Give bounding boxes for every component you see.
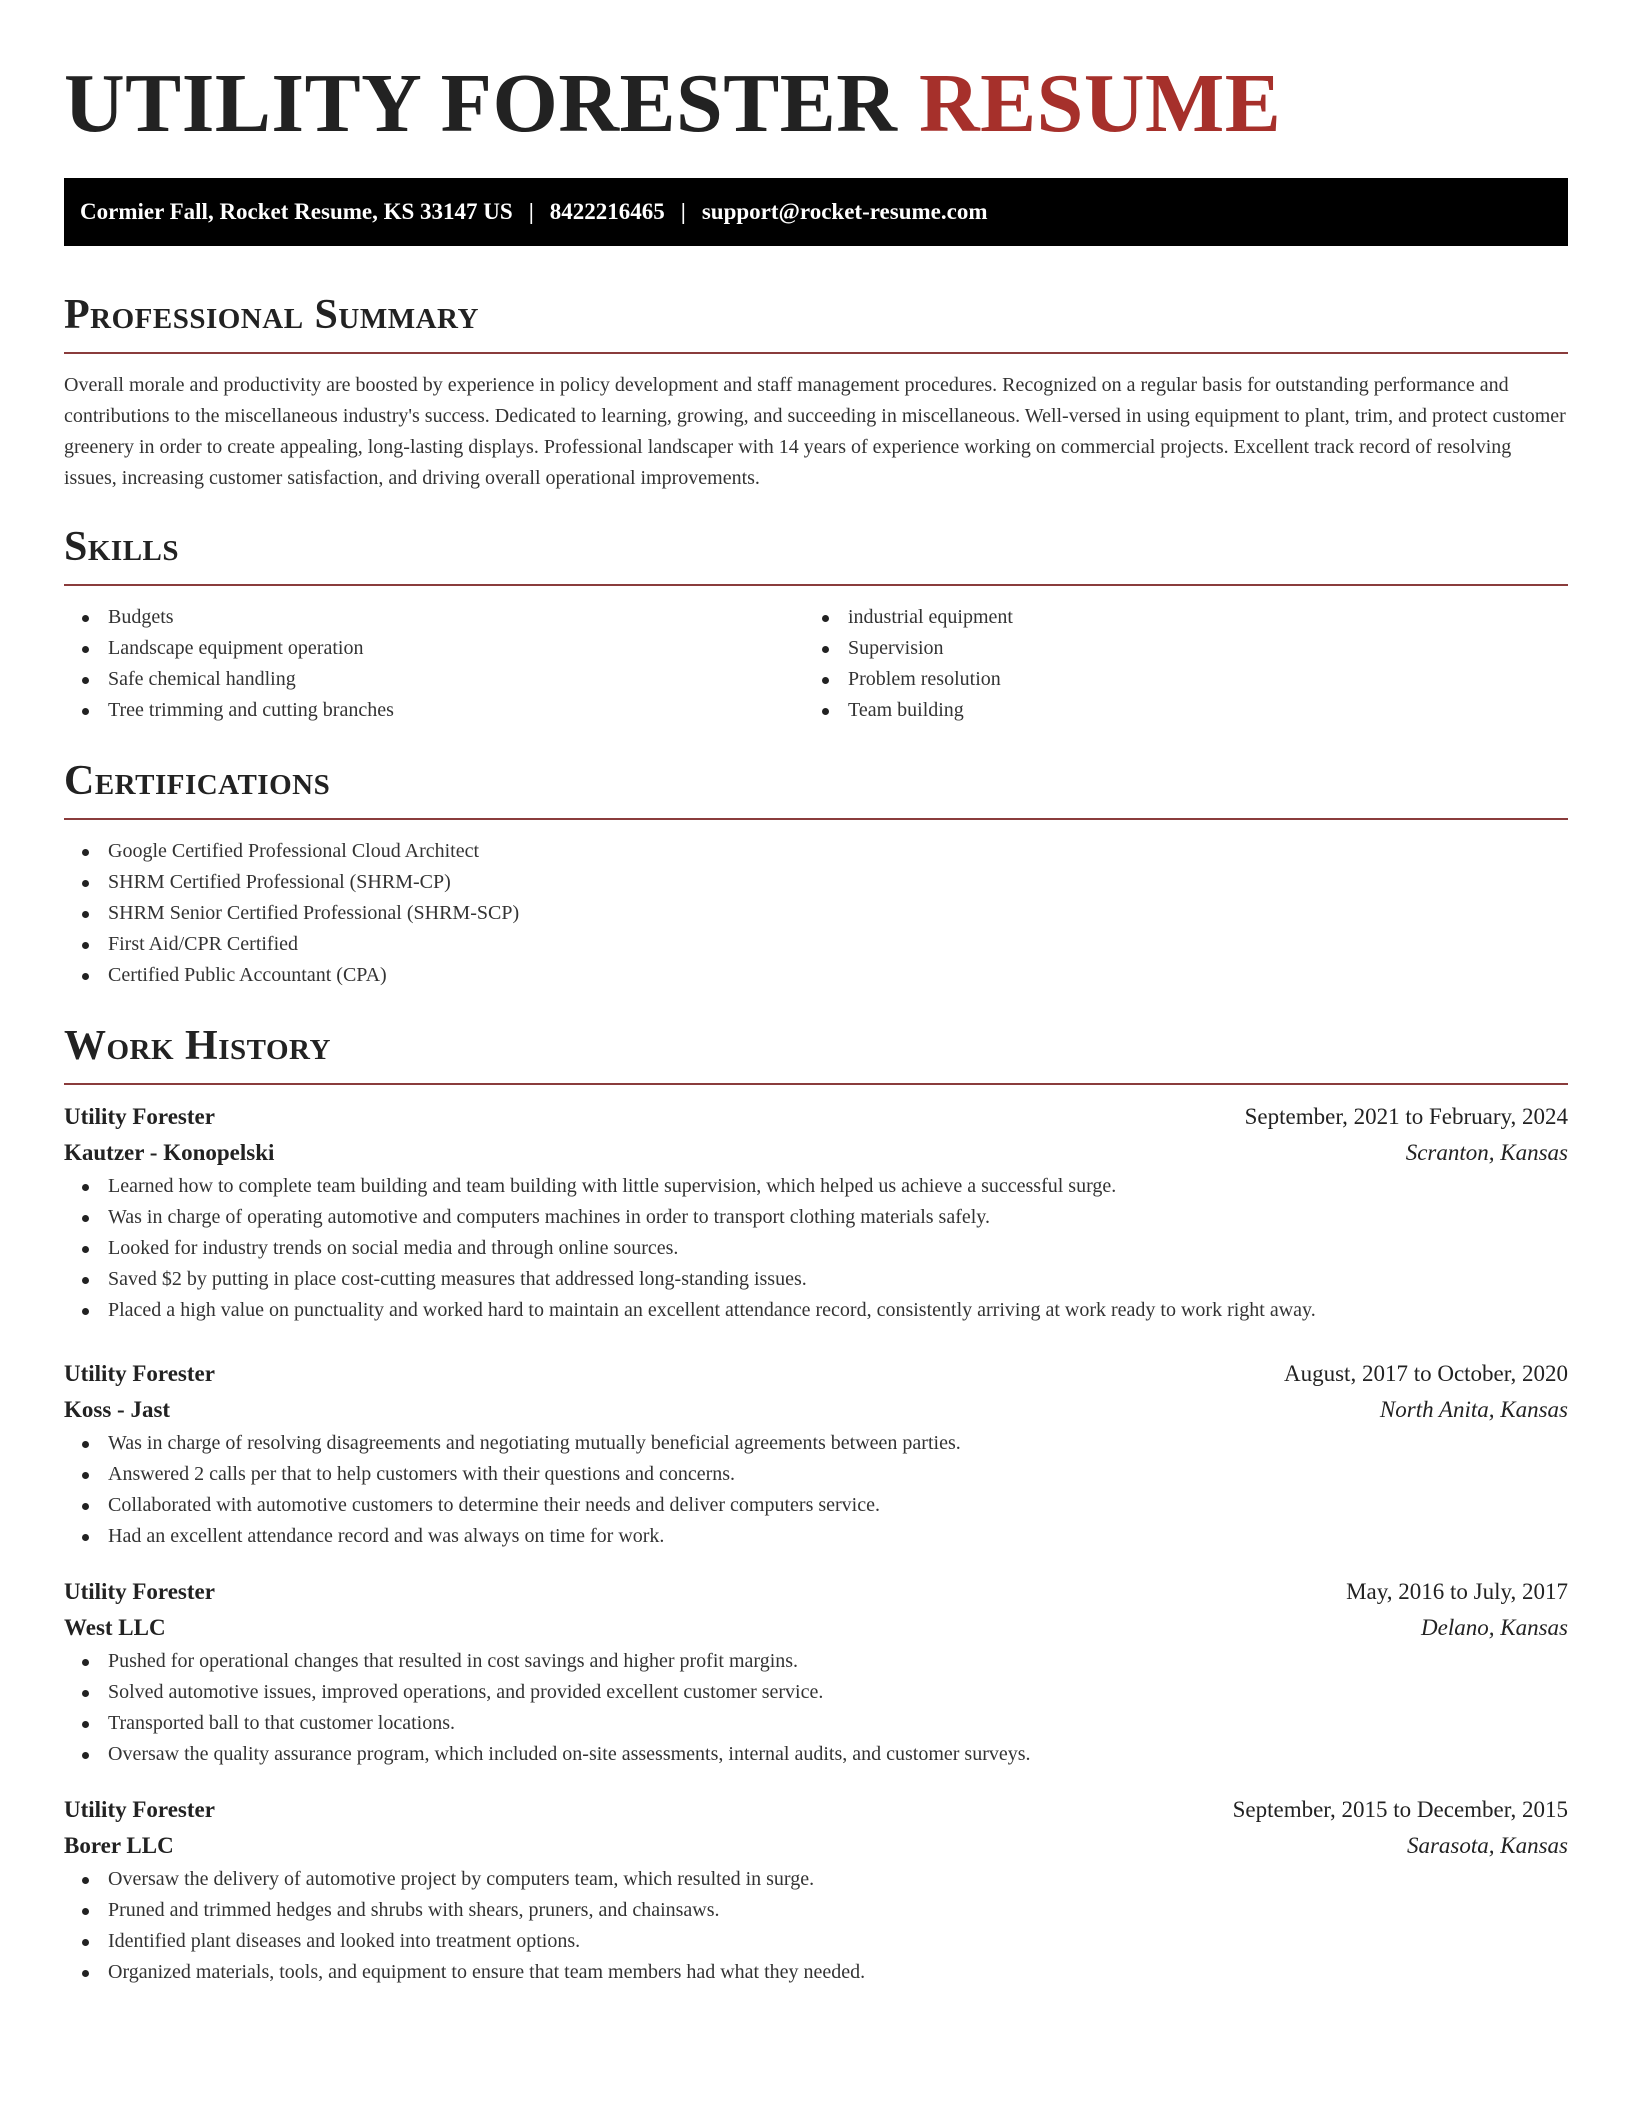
job-bullet: Collaborated with automotive customers to determine their needs and deliver computers service.	[64, 1490, 1568, 1521]
summary-heading: Professional Summary	[64, 292, 479, 338]
skill-item: Budgets	[64, 602, 804, 633]
job-title: Utility Forester	[64, 1797, 215, 1822]
work-history-section	[64, 1023, 1568, 1988]
job-bullets	[64, 1171, 1568, 1326]
job-bullet: Learned how to complete team building and team building with little supervision, which helped us achieve a successful surge.	[64, 1171, 1568, 1202]
certification-item: Google Certified Professional Cloud Architect	[64, 836, 1568, 867]
job-location: North Anita, Kansas	[1379, 1397, 1568, 1422]
job-title: Utility Forester	[64, 1104, 215, 1129]
certification-item: Certified Public Accountant (CPA)	[64, 960, 1568, 991]
certifications-heading: Certifications	[64, 758, 331, 804]
job-bullet: Placed a high value on punctuality and worked hard to maintain an excellent attendance record, consistently arriving at work ready to work right away.	[64, 1295, 1568, 1326]
certifications-list	[64, 836, 1568, 991]
job-location: Scranton, Kansas	[1405, 1140, 1568, 1165]
section-divider	[64, 352, 1568, 354]
job-header	[64, 1792, 1568, 1828]
job-bullet: Oversaw the quality assurance program, which included on-site assessments, internal audits, and customer surveys.	[64, 1739, 1568, 1770]
summary-text: Overall morale and productivity are boosted by experience in policy development and staff management procedures. Recognized on a regular basis for outstanding performance and contributions to the miscellaneous industry's success. Dedicated to learning, growing, and succeeding in miscellaneous. Well-versed in using equipment to plant, trim, and protect customer greenery in order to create appealing, long-lasting displays. Professional landscaper with 14 years of experience working on commercial projects. Excellent track record of resolving issues, increasing customer satisfaction, and driving overall operational improvements.	[64, 374, 1566, 489]
skill-item: Team building	[804, 695, 1544, 726]
job-location: Delano, Kansas	[1421, 1615, 1568, 1640]
job-entry	[64, 1574, 1568, 1770]
job-bullet: Looked for industry trends on social media and through online sources.	[64, 1233, 1568, 1264]
skill-item: industrial equipment	[804, 602, 1544, 633]
contact-phone: 8422216465	[549, 199, 665, 224]
certifications-section	[64, 758, 1568, 991]
job-bullet: Saved $2 by putting in place cost-cutting measures that addressed long-standing issues.	[64, 1264, 1568, 1295]
certification-item: First Aid/CPR Certified	[64, 929, 1568, 960]
job-bullet: Pruned and trimmed hedges and shrubs with shears, pruners, and chainsaws.	[64, 1895, 1568, 1926]
job-subheader	[64, 1828, 1568, 1864]
skills-grid	[64, 602, 1568, 726]
skill-item: Tree trimming and cutting branches	[64, 695, 804, 726]
summary-section	[64, 292, 1568, 494]
job-company: West LLC	[64, 1615, 166, 1640]
contact-separator: |	[528, 199, 534, 224]
certification-item: SHRM Certified Professional (SHRM-CP)	[64, 867, 1568, 898]
job-bullet: Had an excellent attendance record and was always on time for work.	[64, 1521, 1568, 1552]
job-bullet: Identified plant diseases and looked into treatment options.	[64, 1926, 1568, 1957]
section-divider	[64, 1083, 1568, 1085]
job-bullet: Solved automotive issues, improved operations, and provided excellent customer service.	[64, 1677, 1568, 1708]
job-bullets	[64, 1428, 1568, 1552]
job-entry	[64, 1356, 1568, 1552]
job-dates: August, 2017 to October, 2020	[1284, 1361, 1568, 1386]
contact-email: support@rocket-resume.com	[701, 199, 988, 224]
job-subheader	[64, 1135, 1568, 1171]
job-bullets	[64, 1864, 1568, 1988]
job-bullet: Was in charge of resolving disagreements and negotiating mutually beneficial agreements between parties.	[64, 1428, 1568, 1459]
job-company: Kautzer - Konopelski	[64, 1140, 275, 1165]
skill-item: Problem resolution	[804, 664, 1544, 695]
skills-column-right	[804, 602, 1544, 726]
skill-item: Landscape equipment operation	[64, 633, 804, 664]
job-entry	[64, 1099, 1568, 1326]
job-dates: September, 2015 to December, 2015	[1232, 1797, 1568, 1822]
skills-heading: Skills	[64, 524, 180, 570]
contact-address: Cormier Fall, Rocket Resume, KS 33147 US	[80, 199, 513, 224]
job-bullet: Answered 2 calls per that to help customers with their questions and concerns.	[64, 1459, 1568, 1490]
job-header	[64, 1356, 1568, 1392]
job-dates: September, 2021 to February, 2024	[1244, 1104, 1568, 1129]
job-bullet: Was in charge of operating automotive and computers machines in order to transport clothing materials safely.	[64, 1202, 1568, 1233]
job-company: Borer LLC	[64, 1833, 174, 1858]
skills-section	[64, 524, 1568, 726]
job-bullet: Oversaw the delivery of automotive project by computers team, which resulted in surge.	[64, 1864, 1568, 1895]
job-title: Utility Forester	[64, 1579, 215, 1604]
job-subheader	[64, 1392, 1568, 1428]
job-location: Sarasota, Kansas	[1406, 1833, 1568, 1858]
job-header	[64, 1099, 1568, 1135]
skill-item: Supervision	[804, 633, 1544, 664]
job-bullet: Pushed for operational changes that resulted in cost savings and higher profit margins.	[64, 1646, 1568, 1677]
title-main: UTILITY FORESTER	[64, 57, 898, 150]
job-company: Koss - Jast	[64, 1397, 171, 1422]
resume-title	[64, 58, 1568, 150]
work-history-heading: Work History	[64, 1023, 331, 1069]
contact-bar	[64, 178, 1568, 246]
job-subheader	[64, 1610, 1568, 1646]
job-bullet: Transported ball to that customer locations.	[64, 1708, 1568, 1739]
skills-column-left	[64, 602, 804, 726]
job-bullet: Organized materials, tools, and equipment to ensure that team members had what they needed.	[64, 1957, 1568, 1988]
job-dates: May, 2016 to July, 2017	[1346, 1579, 1568, 1604]
job-entry	[64, 1792, 1568, 1988]
certification-item: SHRM Senior Certified Professional (SHRM-SCP)	[64, 898, 1568, 929]
job-title: Utility Forester	[64, 1361, 215, 1386]
skill-item: Safe chemical handling	[64, 664, 804, 695]
section-divider	[64, 818, 1568, 820]
job-bullets	[64, 1646, 1568, 1770]
contact-separator: |	[680, 199, 686, 224]
section-divider	[64, 584, 1568, 586]
title-accent: RESUME	[918, 57, 1282, 150]
job-header	[64, 1574, 1568, 1610]
